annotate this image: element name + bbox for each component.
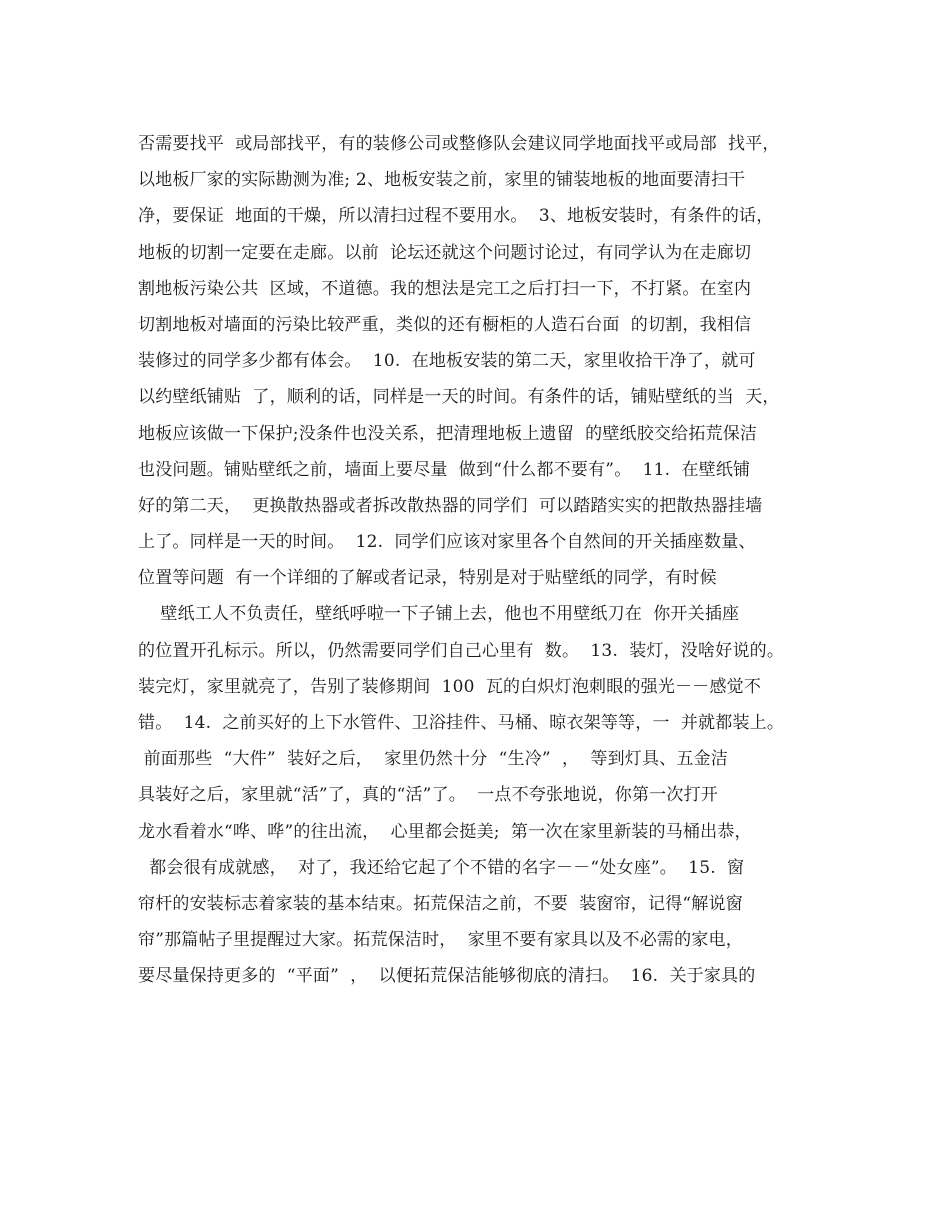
text-line: 装完灯，家里就亮了，告别了装修期间 100 瓦的白炽灯泡刺眼的强光－－感觉不: [138, 676, 762, 697]
text-line: 龙水看着水“哗、哗”的往出流， 心里都会挺美; 第一次在家里新装的马桶出恭，: [138, 821, 752, 842]
text-line: 帘杆的安装标志着家装的基本结束。拓荒保洁之前，不要 装窗帘，记得“解说窗: [138, 893, 743, 914]
text-line: 地板应该做一下保护;没条件也没关系，把清理地板上遗留 的壁纸胶交给拓荒保洁: [138, 423, 758, 444]
text-line: 错。 14. 之前买好的上下水管件、卫浴挂件、马桶、晾衣架等等，一 并就都装上。: [138, 713, 785, 733]
text-line: 帘”那篇帖子里提醒过大家。拓荒保洁时， 家里不要有家具以及不必需的家电，: [138, 930, 743, 951]
text-line: 壁纸工人不负责任，壁纸呼啦一下子铺上去，他也不用壁纸刀在 你开关插座: [138, 604, 740, 625]
text-line: 以约壁纸铺贴 了，顺利的话，同样是一天的时间。有条件的话，铺贴壁纸的当 天，: [138, 387, 780, 408]
text-line: 位置等问题 有一个详细的了解或者记录，特别是对于贴壁纸的同学，有时候: [138, 568, 717, 589]
text-line: 也没问题。铺贴壁纸之前，墙面上要尽量 做到“什么都不要有”。 11. 在壁纸铺: [138, 459, 751, 480]
text-line: 否需要找平 或局部找平，有的装修公司或整修队会建议同学地面找平或局部 找平，: [138, 134, 780, 154]
text-line: 具装好之后，家里就“活”了，真的“活”了。 一点不夸张地说，你第一次打开: [138, 785, 718, 806]
text-line: 的位置开孔标示。所以，仍然需要同学们自己心里有 数。 13. 装灯，没啥好说的。: [138, 640, 785, 661]
text-line: 以地板厂家的实际勘测为准; 2、地板安装之前，家里的铺装地板的地面要清扫干: [138, 170, 746, 191]
text-line: 都会很有成就感， 对了，我还给它起了个不错的名字－－“处女座”。 15. 窗: [138, 857, 745, 878]
body-text: [138, 126, 828, 995]
text-line: 切割地板对墙面的污染比较严重，类似的还有橱柜的人造石台面 的切割，我相信: [138, 314, 752, 335]
text-line: 装修过的同学多少都有体会。 10. 在地板安装的第二天，家里收拾干净了，就可: [138, 351, 756, 372]
text-line: 好的第二天， 更换散热器或者拆改散热器的同学们 可以踏踏实实的把散热器挂墙: [138, 495, 763, 516]
text-line: 净，要保证 地面的干燥，所以清扫过程不要用水。 3、地板安装时，有条件的话，: [138, 206, 774, 227]
text-line: 上了。同样是一天的时间。 12. 同学们应该对家里各个自然间的开关插座数量、: [138, 532, 756, 553]
text-line: 要尽量保持更多的 “平面” ， 以便拓荒保洁能够彻底的清扫。 16. 关于家具的: [138, 966, 756, 987]
text-line: 前面那些 “大件” 装好之后， 家里仍然十分 “生冷” ， 等到灯具、五金洁: [138, 749, 729, 770]
text-line: 割地板污染公共 区域，不道德。我的想法是完工之后打扫一下，不打紧。在室内: [138, 278, 752, 299]
text-line: 地板的切割一定要在走廊。以前 论坛还就这个问题讨论过，有同学认为在走廊切: [138, 242, 752, 263]
